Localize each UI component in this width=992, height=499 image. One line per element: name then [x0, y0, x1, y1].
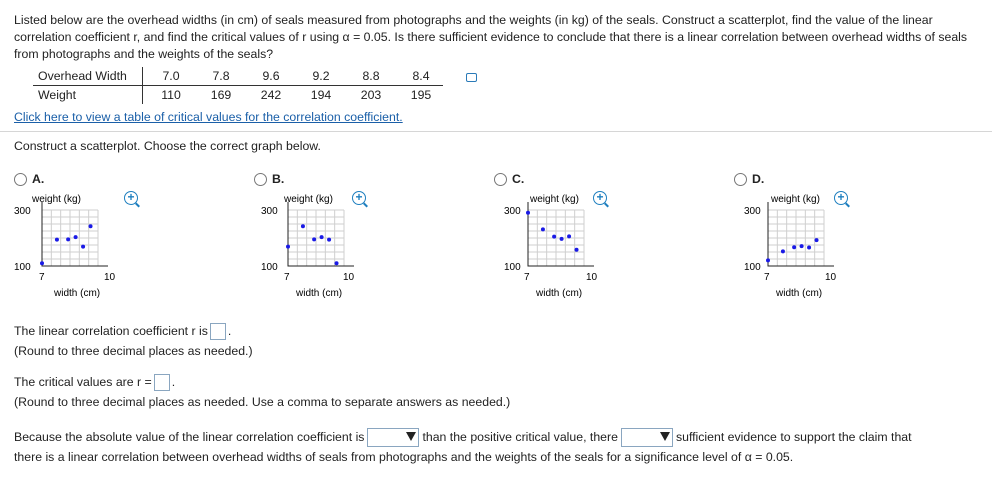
scatterplot-a — [14, 190, 144, 300]
y-bottom-tick: 100 — [504, 262, 521, 273]
conclusion-part3: sufficient evidence to support the claim that — [675, 429, 912, 444]
data-point — [335, 261, 339, 265]
question-critical — [14, 374, 175, 391]
evidence-dropdown[interactable] — [621, 428, 673, 447]
grid — [286, 202, 354, 266]
grid — [40, 202, 108, 266]
x-right-tick: 10 — [104, 272, 116, 283]
weight-cell: 194 — [310, 88, 332, 102]
width-cell: 7.8 — [193, 67, 243, 86]
radio-option-d[interactable] — [734, 173, 747, 186]
option-d[interactable] — [734, 170, 954, 340]
width-cell: 7.0 — [143, 67, 194, 86]
conclusion-part1: Because the absolute value of the linear correlation coefficient is — [14, 429, 365, 444]
data-point — [40, 261, 44, 265]
chevron-down-icon — [406, 432, 416, 441]
row-label-width: Overhead Width — [33, 67, 143, 86]
y-top-tick: 300 — [504, 206, 521, 217]
weight-cell: 203 — [360, 88, 382, 102]
data-point — [792, 245, 796, 249]
problem-statement: Listed below are the overhead widths (in cm) of seals measured from photographs and the weights (in kg) of the seals. Construct a scatterplot, find the value of the linear correlation coefficient r, and find the critical values of r using α = 0.05. Is there sufficient evidence to conclude that there is a linear correlation between overhead widths of seals from photographs and the weights of the seals? — [14, 13, 968, 61]
zoom-icon[interactable]: + — [352, 191, 366, 205]
weight-cell: 110 — [161, 88, 181, 102]
option-letter: D. — [752, 172, 765, 186]
data-point — [781, 249, 785, 253]
y-bottom-tick: 100 — [261, 262, 278, 273]
radio-option-b[interactable] — [254, 173, 267, 186]
data-point — [560, 237, 564, 241]
data-point — [320, 235, 324, 239]
x-left-tick: 7 — [284, 272, 290, 283]
data-point — [800, 244, 804, 248]
conclusion-part2: than the positive critical value, there — [422, 429, 618, 444]
data-point — [286, 245, 290, 249]
x-left-tick: 7 — [39, 272, 45, 283]
x-axis-label: width (cm) — [536, 288, 583, 299]
q2-suffix: . — [171, 375, 176, 389]
data-point — [815, 238, 819, 242]
weight-cell: 195 — [410, 88, 432, 102]
width-cell: 9.2 — [293, 67, 343, 86]
conclusion-line2: there is a linear correlation between overhead widths of seals from photographs and the weights of the seals for a significance level of α = 0.05. — [14, 450, 794, 464]
x-right-tick: 10 — [825, 272, 837, 283]
data-point — [312, 237, 316, 241]
divider — [0, 131, 992, 132]
data-point — [766, 258, 770, 262]
question-critical-text: The critical values are r = — [14, 375, 152, 389]
scatterplot-b — [254, 190, 384, 300]
radio-option-c[interactable] — [494, 173, 507, 186]
conclusion-line1 — [14, 428, 912, 447]
x-axis-label: width (cm) — [54, 288, 101, 299]
weight-cell: 242 — [260, 88, 282, 102]
zoom-icon[interactable]: + — [593, 191, 607, 205]
comparison-dropdown[interactable] — [367, 428, 419, 447]
row-label-weight: Weight — [33, 86, 143, 105]
data-point — [89, 224, 93, 228]
option-letter: A. — [32, 172, 45, 186]
critical-values-input[interactable] — [154, 374, 170, 391]
data-point — [74, 235, 78, 239]
grid — [526, 202, 594, 266]
data-point — [807, 245, 811, 249]
x-axis-label: width (cm) — [296, 288, 343, 299]
data-point — [526, 211, 530, 215]
y-top-tick: 300 — [261, 206, 278, 217]
data-point — [567, 234, 571, 238]
y-top-tick: 300 — [744, 206, 761, 217]
scatterplot-d — [734, 190, 864, 300]
zoom-icon[interactable]: + — [834, 191, 848, 205]
grid — [766, 202, 834, 266]
y-axis-label: weight (kg) — [771, 194, 820, 205]
data-point — [541, 227, 545, 231]
y-axis-label: weight (kg) — [530, 194, 579, 205]
question-r — [14, 323, 231, 340]
data-point — [327, 238, 331, 242]
x-left-tick: 7 — [764, 272, 770, 283]
y-bottom-tick: 100 — [744, 262, 761, 273]
option-letter: C. — [512, 172, 525, 186]
r-answer-input[interactable] — [210, 323, 226, 340]
x-right-tick: 10 — [343, 272, 355, 283]
x-left-tick: 7 — [524, 272, 530, 283]
x-right-tick: 10 — [586, 272, 598, 283]
data-point — [301, 224, 305, 228]
data-point — [552, 235, 556, 239]
question-r-text: The linear correlation coefficient r is — [14, 324, 208, 338]
instruction-text: Construct a scatterplot. Choose the correct graph below. — [14, 139, 321, 153]
y-axis-label: weight (kg) — [32, 194, 81, 205]
option-b[interactable] — [254, 170, 474, 340]
question-critical-hint: (Round to three decimal places as needed. Use a comma to separate answers as needed.) — [14, 395, 511, 409]
zoom-icon[interactable]: + — [124, 191, 138, 205]
data-point — [81, 245, 85, 249]
width-cell: 8.8 — [343, 67, 393, 86]
option-c[interactable] — [494, 170, 714, 340]
chevron-down-icon — [660, 432, 670, 441]
data-point — [575, 248, 579, 252]
x-axis-label: width (cm) — [776, 288, 823, 299]
critical-values-link[interactable]: Click here to view a table of critical values for the correlation coefficient. — [14, 110, 403, 124]
y-axis-label: weight (kg) — [284, 194, 333, 205]
q1-suffix: . — [227, 324, 232, 338]
data-point — [66, 237, 70, 241]
data-point — [55, 238, 59, 242]
question-r-hint: (Round to three decimal places as needed.) — [14, 344, 253, 358]
data-table — [33, 67, 443, 104]
y-top-tick: 300 — [14, 206, 31, 217]
radio-option-a[interactable] — [14, 173, 27, 186]
width-cell: 8.4 — [393, 67, 443, 86]
scatterplot-c — [494, 190, 624, 300]
width-cell: 9.6 — [243, 67, 293, 86]
option-letter: B. — [272, 172, 285, 186]
option-a[interactable] — [14, 170, 234, 340]
weight-cell: 169 — [210, 88, 232, 102]
copy-data-icon[interactable] — [466, 73, 477, 82]
y-bottom-tick: 100 — [14, 262, 31, 273]
